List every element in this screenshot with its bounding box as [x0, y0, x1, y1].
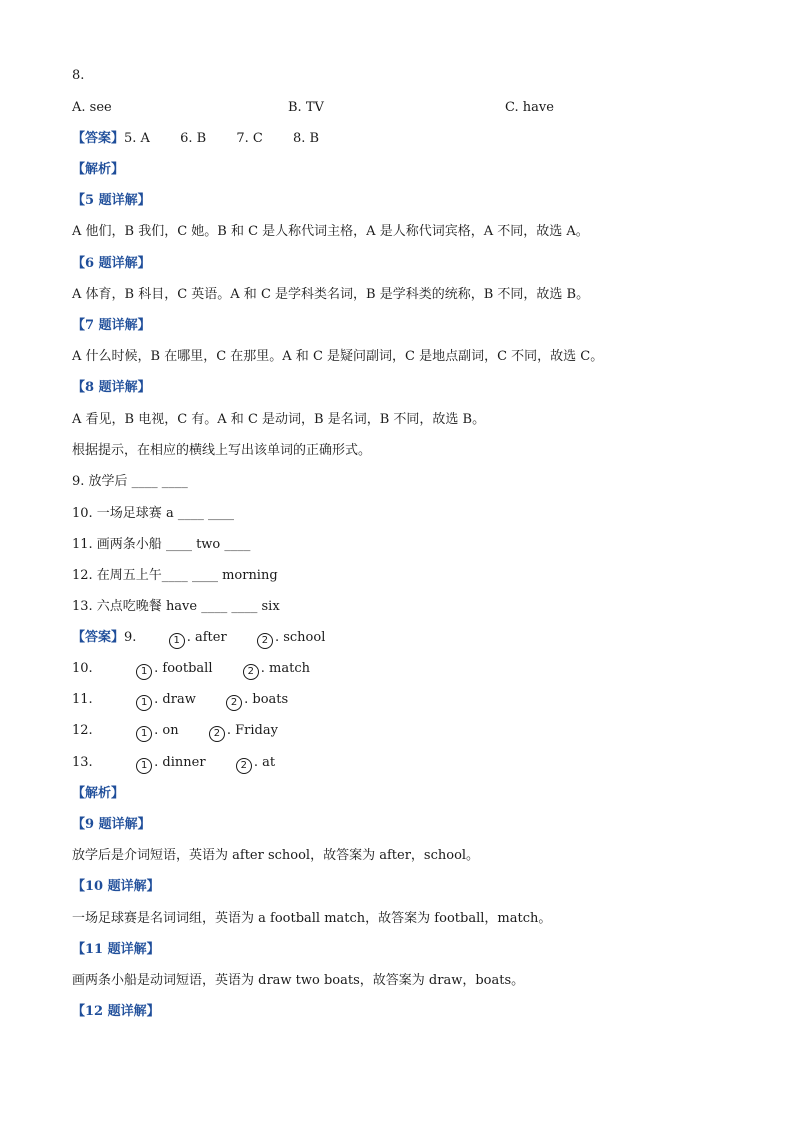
answer-row	[72, 755, 275, 774]
answer-word: . after	[186, 630, 227, 645]
detail-heading: 【10 题详解】	[72, 879, 160, 894]
answer-label: 【答案】	[72, 630, 125, 645]
detail-heading: 【6 题详解】	[72, 256, 151, 271]
detail-body: A 什么时候，B 在哪里，C 在那里。A 和 C 是疑问副词，C 是地点副词，C 不同，故选 C。	[72, 349, 604, 364]
circled-number-icon: 2	[209, 726, 225, 742]
analysis-label: 【解析】	[72, 162, 125, 177]
circled-number-icon: 1	[136, 695, 152, 711]
answer-number: 11.	[72, 692, 93, 707]
answer-row-1	[72, 131, 319, 147]
q8-option-c: C. have	[505, 100, 554, 115]
answer-word: . match	[260, 661, 310, 676]
q8-option-a: A. see	[72, 100, 112, 115]
detail-heading: 【11 题详解】	[72, 942, 160, 957]
question-item: 10. 一场足球赛 a ____ ____	[72, 506, 234, 521]
detail-body: 放学后是介词短语，英语为 after school，故答案为 after，school。	[72, 848, 480, 863]
detail-heading: 【12 题详解】	[72, 1004, 160, 1019]
detail-body: A 他们，B 我们，C 她。B 和 C 是人称代词主格，A 是人称代词宾格，A 不同，故选 A。	[72, 224, 589, 239]
question-item: 13. 六点吃晚餐 have ____ ____ six	[72, 599, 280, 614]
answer-word: . boats	[244, 692, 289, 707]
answer-item: 7. C	[236, 131, 263, 146]
answer-number: 10.	[72, 661, 93, 676]
question-item: 9. 放学后 ____ ____	[72, 474, 188, 489]
circled-number-icon: 1	[169, 633, 185, 649]
answer-word: . football	[154, 661, 213, 676]
analysis-label: 【解析】	[72, 786, 125, 801]
detail-heading: 【5 题详解】	[72, 193, 151, 208]
circled-number-icon: 2	[243, 664, 259, 680]
circled-number-icon: 2	[226, 695, 242, 711]
answer-item: 8. B	[292, 131, 320, 146]
answer-row	[72, 723, 278, 742]
circled-number-icon: 2	[257, 633, 273, 649]
detail-body: 一场足球赛是名词词组，英语为 a football match，故答案为 football，match。	[72, 911, 552, 926]
answer-item: 5. A	[124, 131, 150, 146]
question-item: 12. 在周五上午____ ____ morning	[72, 568, 278, 583]
answer-row	[72, 661, 310, 680]
detail-body: A 体育，B 科目，C 英语。A 和 C 是学科类名词，B 是学科类的统称，B 不同，故选 B。	[72, 287, 590, 302]
answer-number: 12.	[72, 723, 93, 738]
detail-heading: 【8 题详解】	[72, 380, 151, 395]
answer-number: 13.	[72, 755, 93, 770]
question-8-number: 8.	[72, 68, 85, 83]
circled-number-icon: 1	[136, 664, 152, 680]
answer-word: . Friday	[226, 723, 278, 738]
circled-number-icon: 1	[136, 758, 152, 774]
detail-heading: 【9 题详解】	[72, 817, 151, 832]
detail-body: 画两条小船是动词短语，英语为 draw two boats，故答案为 draw，boats。	[72, 973, 525, 988]
instruction-text: 根据提示，在相应的横线上写出该单词的正确形式。	[72, 443, 372, 458]
answer-item: 6. B	[180, 131, 207, 146]
circled-number-icon: 1	[136, 726, 152, 742]
answer-label: 【答案】	[72, 131, 125, 146]
answer-word: . at	[253, 755, 276, 770]
answer-row	[72, 692, 288, 711]
answer-number: 9.	[124, 630, 137, 645]
answer-row	[72, 630, 325, 649]
answer-word: . school	[274, 630, 326, 645]
question-item: 11. 画两条小船 ____ two ____	[72, 537, 251, 552]
detail-heading: 【7 题详解】	[72, 318, 151, 333]
answer-word: . dinner	[154, 755, 206, 770]
answer-word: . on	[154, 723, 179, 738]
detail-body: A 看见，B 电视，C 有。A 和 C 是动词，B 是名词，B 不同，故选 B。	[72, 412, 486, 427]
answer-word: . draw	[154, 692, 196, 707]
circled-number-icon: 2	[236, 758, 252, 774]
q8-option-b: B. TV	[288, 100, 324, 115]
